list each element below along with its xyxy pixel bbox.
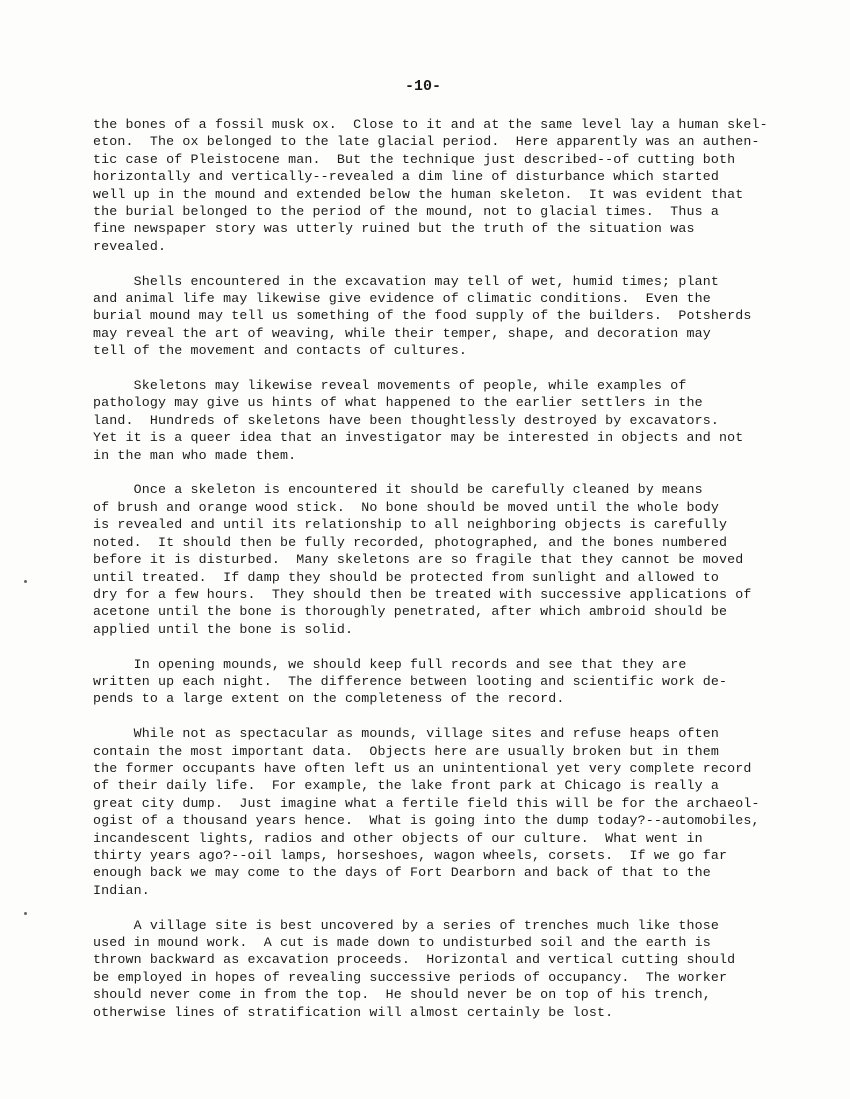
scan-speck — [24, 912, 27, 915]
text-line: the burial belonged to the period of the mound, not to glacial times. Thus a — [93, 204, 719, 220]
paragraph-6 — [93, 725, 793, 899]
text-line: tell of the movement and contacts of cultures. — [93, 343, 467, 359]
text-line: eton. The ox belonged to the late glacial period. Here apparently was an authen- — [93, 134, 760, 150]
paragraph-3 — [93, 377, 793, 464]
text-line: Yet it is a queer idea that an investigator may be interested in objects and not — [93, 430, 744, 446]
text-line: horizontally and vertically--revealed a dim line of disturbance which started — [93, 169, 719, 185]
text-line: dry for a few hours. They should then be treated with successive applications of — [93, 586, 752, 602]
text-line: A village site is best uncovered by a series of trenches much like those — [93, 917, 719, 933]
page-number: -10- — [405, 78, 442, 95]
text-line: Indian. — [93, 882, 150, 898]
text-line: should never come in from the top. He should never be on top of his trench, — [93, 987, 711, 1003]
text-line: pathology may give us hints of what happened to the earlier settlers in the — [93, 395, 703, 411]
text-line: While not as spectacular as mounds, village sites and refuse heaps often — [93, 726, 719, 742]
text-line: incandescent lights, radios and other objects of our culture. What went in — [93, 830, 703, 846]
text-line: and animal life may likewise give evidence of climatic conditions. Even the — [93, 291, 711, 307]
text-line: In opening mounds, we should keep full records and see that they are — [93, 656, 687, 672]
text-line: be employed in hopes of revealing successive periods of occupancy. The worker — [93, 969, 728, 985]
text-line: in the man who made them. — [93, 447, 297, 463]
text-line: the former occupants have often left us an unintentional yet very complete record — [93, 760, 752, 776]
text-line: may reveal the art of weaving, while their temper, shape, and decoration may — [93, 325, 711, 341]
text-line: thirty years ago?--oil lamps, horseshoes, wagon wheels, corsets. If we go far — [93, 847, 728, 863]
body-text — [93, 116, 793, 1038]
text-line: written up each night. The difference between looting and scientific work de- — [93, 673, 728, 689]
text-line: enough back we may come to the days of Fort Dearborn and back of that to the — [93, 865, 711, 881]
text-line: great city dump. Just imagine what a fertile field this will be for the archaeol- — [93, 795, 760, 811]
text-line: contain the most important data. Objects here are usually broken but in them — [93, 743, 719, 759]
text-line: used in mound work. A cut is made down to undisturbed soil and the earth is — [93, 935, 711, 950]
text-line: fine newspaper story was utterly ruined but the truth of the situation was — [93, 221, 695, 237]
text-line: pends to a large extent on the completeness of the record. — [93, 691, 565, 707]
text-line: well up in the mound and extended below the human skeleton. It was evident that — [93, 186, 744, 202]
text-line: noted. It should then be fully recorded, photographed, and the bones numbered — [93, 534, 728, 550]
text-line: of brush and orange wood stick. No bone should be moved until the whole body — [93, 499, 719, 515]
text-line: Skeletons may likewise reveal movements of people, while examples of — [93, 378, 687, 394]
text-line: acetone until the bone is thoroughly penetrated, after which ambroid should be — [93, 604, 728, 620]
text-line: the bones of a fossil musk ox. Close to it and at the same level lay a human skel- — [93, 117, 768, 132]
text-line: of their daily life. For example, the lake front park at Chicago is really a — [93, 778, 719, 794]
text-line: before it is disturbed. Many skeletons are so fragile that they cannot be moved — [93, 552, 744, 568]
text-line: until treated. If damp they should be protected from sunlight and allowed to — [93, 569, 719, 585]
text-line: ogist of a thousand years hence. What is going into the dump today?--automobiles, — [93, 813, 760, 829]
text-line: Shells encountered in the excavation may tell of wet, humid times; plant — [93, 273, 719, 289]
text-line: burial mound may tell us something of the food supply of the builders. Potsherds — [93, 308, 752, 324]
text-line: tic case of Pleistocene man. But the technique just described--of cutting both — [93, 151, 736, 167]
text-line: is revealed and until its relationship to all neighboring objects is carefully — [93, 517, 728, 533]
paragraph-1 — [93, 116, 793, 255]
text-line: applied until the bone is solid. — [93, 621, 354, 637]
text-line: Once a skeleton is encountered it should be carefully cleaned by means — [93, 482, 703, 498]
paragraph-2 — [93, 273, 793, 360]
text-line: revealed. — [93, 238, 167, 254]
text-line: otherwise lines of stratification will almost certainly be lost. — [93, 1004, 614, 1020]
scan-speck — [24, 580, 27, 583]
paragraph-4 — [93, 481, 793, 638]
text-line: land. Hundreds of skeletons have been thoughtlessly destroyed by excavators. — [93, 412, 719, 428]
paragraph-5 — [93, 656, 793, 708]
text-line: thrown backward as excavation proceeds. Horizontal and vertical cutting should — [93, 952, 736, 968]
paragraph-7 — [93, 917, 793, 1021]
